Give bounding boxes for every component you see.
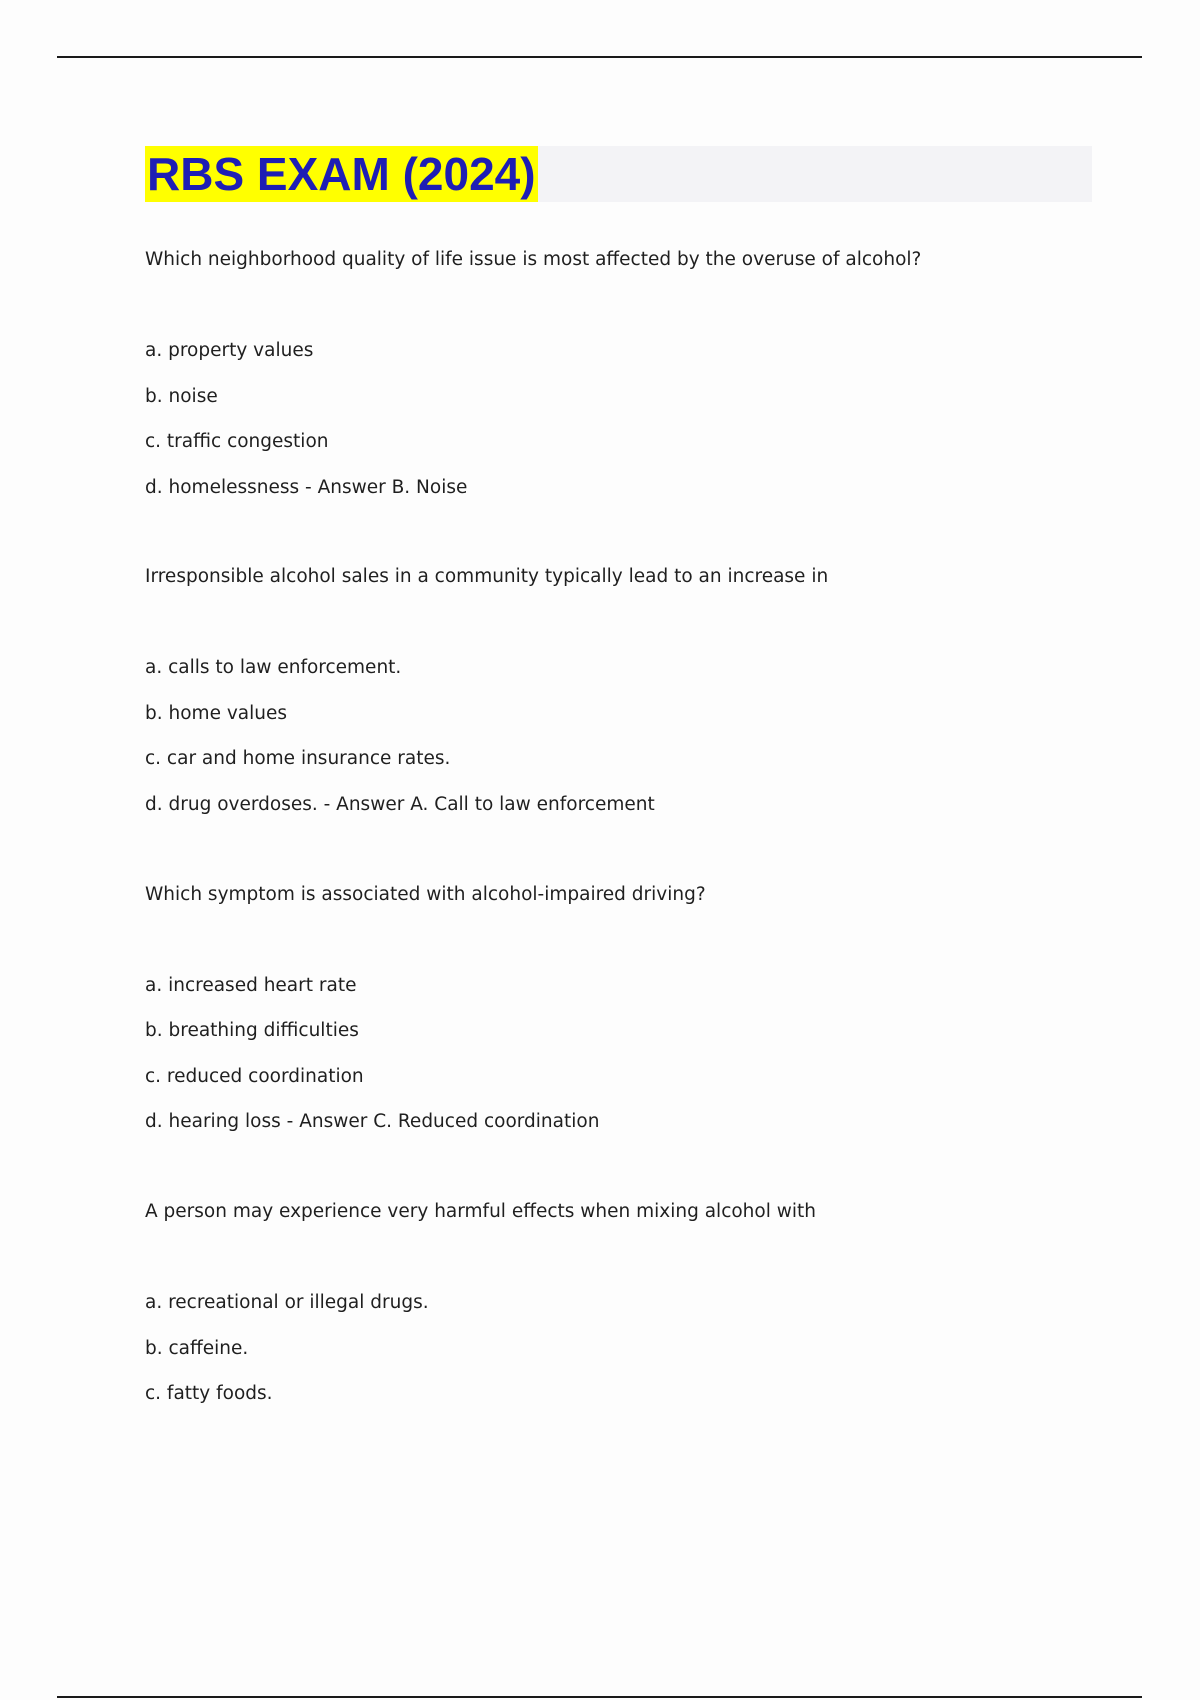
question-2-option-d: d. drug overdoses. - Answer A. Call to law enforcement: [145, 794, 655, 815]
question-2-option-c: c. car and home insurance rates.: [145, 748, 451, 769]
question-4-option-c: c. fatty foods.: [145, 1383, 273, 1404]
question-4-option-a: a. recreational or illegal drugs.: [145, 1292, 429, 1313]
question-1-prompt: Which neighborhood quality of life issue is most affected by the overuse of alcohol?: [145, 249, 922, 270]
question-4-prompt: A person may experience very harmful effects when mixing alcohol with: [145, 1201, 816, 1222]
question-1-option-c: c. traffic congestion: [145, 431, 329, 452]
header-rule: [57, 56, 1142, 58]
question-3-option-c: c. reduced coordination: [145, 1066, 364, 1087]
question-2-option-b: b. home values: [145, 703, 288, 724]
question-3-option-b: b. breathing difficulties: [145, 1020, 359, 1041]
question-2-option-a: a. calls to law enforcement.: [145, 657, 402, 678]
question-1-option-b: b. noise: [145, 386, 218, 407]
question-3-option-d: d. hearing loss - Answer C. Reduced coordination: [145, 1111, 600, 1132]
page-title: RBS EXAM (2024): [147, 148, 536, 200]
question-2-prompt: Irresponsible alcohol sales in a community typically lead to an increase in: [145, 566, 829, 587]
question-3-prompt: Which symptom is associated with alcohol-impaired driving?: [145, 884, 706, 905]
question-3-option-a: a. increased heart rate: [145, 975, 357, 996]
question-1-option-d: d. homelessness - Answer B. Noise: [145, 477, 468, 498]
question-4-option-b: b. caffeine.: [145, 1338, 249, 1359]
footer-rule: [57, 1696, 1142, 1698]
question-1-option-a: a. property values: [145, 340, 314, 361]
